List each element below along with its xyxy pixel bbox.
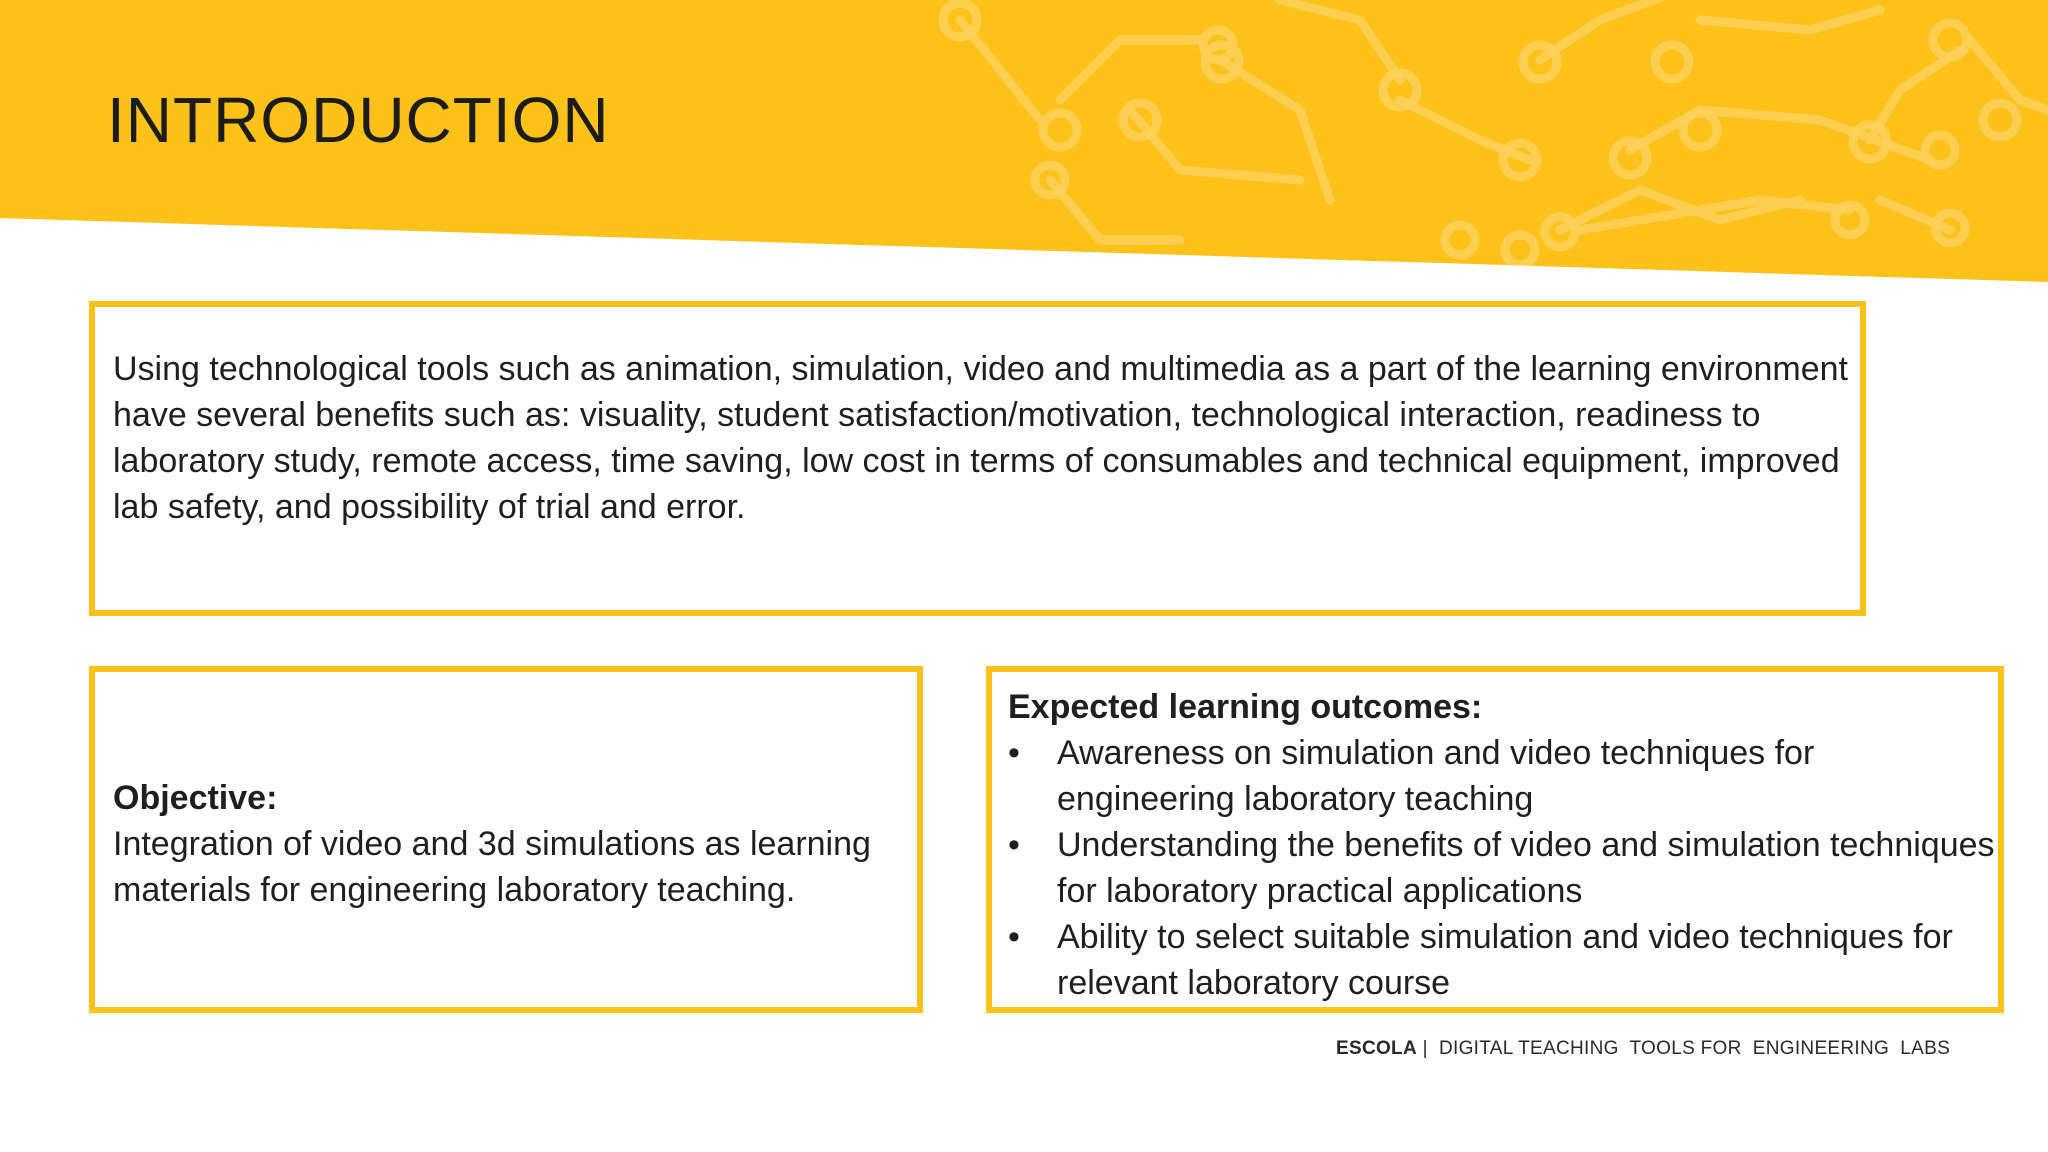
intro-box — [89, 301, 1866, 616]
slide-title: INTRODUCTION — [107, 84, 610, 156]
outcomes-list — [1008, 730, 1998, 1006]
objective-heading: Objective: — [113, 779, 278, 817]
objective-text: Integration of video and 3d simulations as learning materials for engineering laboratory teaching. — [113, 825, 871, 909]
outcome-text: Ability to select suitable simulation and video techniques for relevant laboratory course — [1057, 918, 1953, 1002]
outcome-item — [1008, 730, 1998, 822]
outcome-item — [1008, 914, 1998, 1006]
outcomes-box — [986, 666, 2004, 1013]
outcome-text: Awareness on simulation and video techniques for engineering laboratory teaching — [1057, 734, 1815, 818]
footer-brand: ESCOLA — [1336, 1038, 1417, 1059]
footer-separator: | — [1416, 1038, 1439, 1059]
bullet-icon: • — [1008, 826, 1020, 864]
outcome-text: Understanding the benefits of video and simulation techniques for laboratory practical applications — [1057, 826, 1995, 910]
objective-content — [113, 775, 913, 913]
footer — [1336, 1038, 1950, 1060]
bullet-icon: • — [1008, 918, 1020, 956]
bullet-icon: • — [1008, 734, 1020, 772]
objective-box — [89, 666, 923, 1013]
footer-text: DIGITAL TEACHING TOOLS FOR ENGINEERING LABS — [1438, 1038, 1951, 1059]
outcome-item — [1008, 822, 1998, 914]
outcomes-heading: Expected learning outcomes: — [1008, 688, 1483, 726]
outcomes-content — [1008, 684, 1998, 1006]
intro-text: Using technological tools such as animation, simulation, video and multimedia as a part of the learning environment have several benefits such as: visuality, student satisfaction/motivation, technological interaction, readiness to laboratory study, remote access, time saving, low cost in terms of consumables and technical equipment, improved lab safety, and possibility of trial and error. — [113, 350, 1848, 526]
